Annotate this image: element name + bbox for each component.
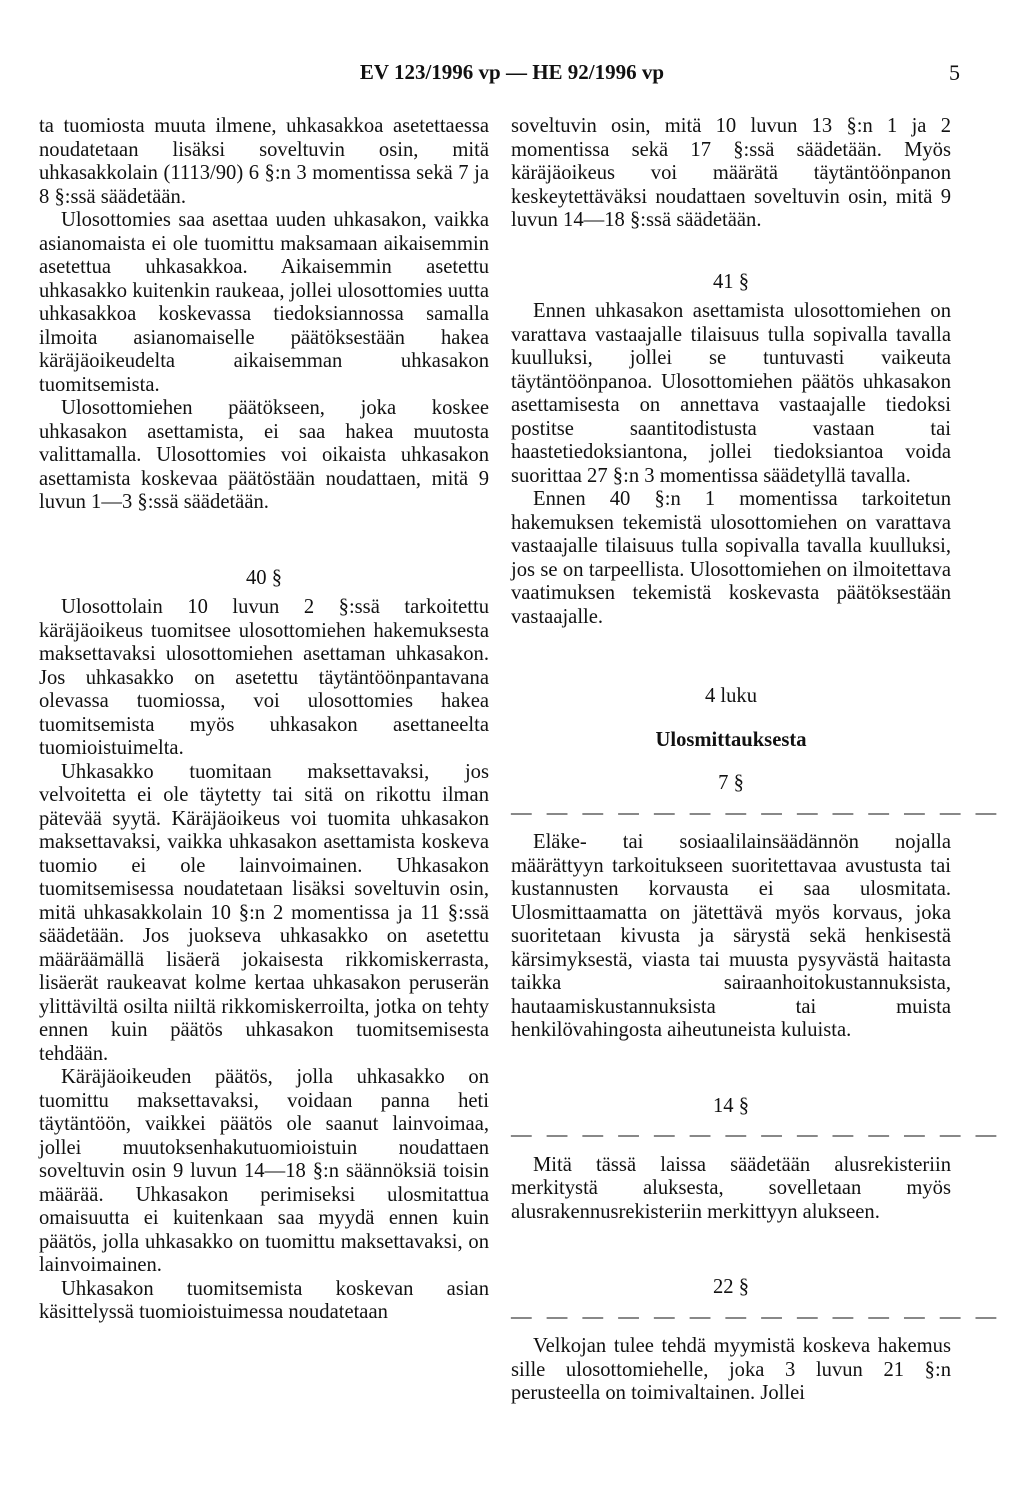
- paragraph: Ulosottomies saa asettaa uuden uhkasakon, vaikka asianomaista ei ole tuomittu maksamaan aikaisemmin asetettua uhkasakkoa. Aikaisemmin asetettu uhkasakko kuitenkin raukeaa, jollei ulosottomies uutta uhkasakkoa koskevassa tiedoksiannossa samalla ilmoita asianomaiselle päätöksestään hakea käräjäoikeudelta aikaisemman uhkasakon tuomitsemista.: [39, 209, 489, 396]
- chapter-number: 4 luku: [704, 685, 758, 707]
- chapter-title: Ulosmittauksesta: [655, 728, 807, 751]
- paragraph: ta tuomiosta muuta ilmene, uhkasakkoa asetettaessa noudatetaan lisäksi soveltuvin osin, mitä uhkasakkolain (1113/90) 6 §:n 3 momentissa sekä 7 ja 8 §:ssä säädetään.: [39, 115, 489, 208]
- page-number: 5: [949, 60, 960, 85]
- paragraph: Käräjäoikeuden päätös, jolla uhkasakko on tuomittu maksettavaksi, voidaan panna heti täytäntöön, vaikkei päätös ole saanut lainvoimaa, jollei muutoksenhakutuomioistuin noudattaen soveltuvin osin 9 luvun 14—18 §:n säännöksiä toisin määrää. Uhkasakon perimiseksi ulosmitattua omaisuutta ei kuitenkaan saa myydä ennen kuin päätös, jolla uhkasakko on tuomittu maksettavaksi, on lainvoimainen.: [39, 1066, 489, 1276]
- omission-dashes: — — — — — — — — — — — — — —: [511, 801, 1002, 824]
- document-reference: EV 123/1996 vp — HE 92/1996 vp: [359, 60, 665, 84]
- omission-dashes: — — — — — — — — — — — — — —: [511, 1124, 1002, 1146]
- paragraph: Mitä tässä laissa säädetään alusrekisteriin merkitystä aluksesta, sovelletaan myös alusrakennusrekisteriin merkittyyn alukseen.: [511, 1153, 951, 1223]
- section-heading-40: 40 §: [245, 566, 283, 589]
- section-heading-14: 14 §: [712, 1094, 750, 1117]
- section-heading-22: 22 §: [712, 1276, 750, 1298]
- right-column: [511, 115, 1002, 1406]
- section-heading-7: 7 §: [718, 772, 744, 794]
- paragraph: Ennen uhkasakon asettamista ulosottomiehen on varattava vastaajalle tilaisuus tulla sopivalla tavalla kuulluksi, jollei se tuntuvasti vaikeuta täytäntöönpanoa. Ulosottomiehen päätös uhkasakon asettamisesta on annettava vastaajalle tiedoksi postitse saantitodistusta vastaan tai haastetiedoksiantona, jollei tiedoksiantoa voida suorittaa 27 §:n 3 momentissa säädetyllä tavalla.: [511, 300, 951, 487]
- paragraph: Uhkasakon tuomitsemista koskevan asian käsittelyssä tuomioistuimessa noudatetaan: [39, 1277, 489, 1323]
- section-heading-41: 41 §: [712, 270, 750, 293]
- page-header: [0, 60, 1024, 100]
- paragraph: Ulosottomiehen päätökseen, joka koskee uhkasakon asettamista, ei saa hakea muutosta valittamalla. Ulosottomies voi oikaista uhkasakon asettamista koskevaa päätöstään noudattaen, mitä 9 luvun 1—3 §:ssä säädetään.: [39, 397, 489, 513]
- left-column: [39, 115, 489, 1325]
- paragraph: Velkojan tulee tehdä myymistä koskeva hakemus sille ulosottomiehelle, joka 3 luvun 21 §:n perusteella on toimivaltainen. Jollei: [511, 1335, 951, 1404]
- paragraph: Ennen 40 §:n 1 momentissa tarkoitetun hakemuksen tekemistä ulosottomiehen on varattava vastaajalle tilaisuus tulla sopivalla tavalla kuulluksi, jos se on tarpeellista. Ulosottomiehen on ilmoitettava vaatimuksen tekemistä koskevasta päätöksestään vastaajalle.: [511, 488, 951, 628]
- paragraph: Ulosottolain 10 luvun 2 §:ssä tarkoitettu käräjäoikeus tuomitsee ulosottomiehen hakemuksesta maksettavaksi ulosottomiehen asettaman uhkasakon. Jos uhkasakko on asetettu täytäntöönpantavana olevassa tuomiossa, voi ulosottomies hakea tuomitsemista myös uhkasakon asettaneelta tuomioistuimelta.: [39, 596, 489, 759]
- paragraph: Uhkasakko tuomitaan maksettavaksi, jos velvoitetta ei ole täytetty tai sitä on rikottu ilman pätevää syytä. Käräjäoikeus voi tuomita uhkasakon maksettavaksi, vaikka uhkasakon asettamista koskeva tuomio ei ole lainvoimainen. Uhkasakon tuomitsemisessa noudatetaan lisäksi soveltuvin osin, mitä uhkasakkolain 10 §:n 2 momentissa ja 11 §:ssä säädetään. Jos juokseva uhkasakko on asetettu määräämällä lisäerä jokaisesta rikkomiskerrasta, lisäerät raukeavat kolme kertaa uhkasakon peruserän ylittäviltä osilta niiltä rikkomiskerroilta, jotka on tehty ennen kuin päätös uhkasakon tuomitsemisesta tehdään.: [39, 760, 489, 1065]
- paragraph: soveltuvin osin, mitä 10 luvun 13 §:n 1 ja 2 momentissa sekä 17 §:ssä säädetään. Myös käräjäoikeus voi määrätä täytäntöönpanon keskeytettäväksi noudattaen soveltuvin osin, mitä 9 luvun 14—18 §:ssä säädetään.: [511, 115, 951, 231]
- omission-dashes: — — — — — — — — — — — — — —: [511, 1305, 1002, 1328]
- paragraph: Eläke- tai sosiaalilainsäädännön nojalla määrättyyn tarkoitukseen suoritettavaa avustusta tai kustannusten korvausta ei saa ulosmitata. Ulosmittaamatta on jätettävä myös korvaus, joka suoritetaan kivusta ja särystä sekä henkisestä kärsimyksestä, viasta tai muusta pysyvästä haitasta taikka sairaanhoitokustannuksista, hautaamiskustannuksista tai muista henkilövahingosta aiheutuneista kuluista.: [511, 831, 951, 1041]
